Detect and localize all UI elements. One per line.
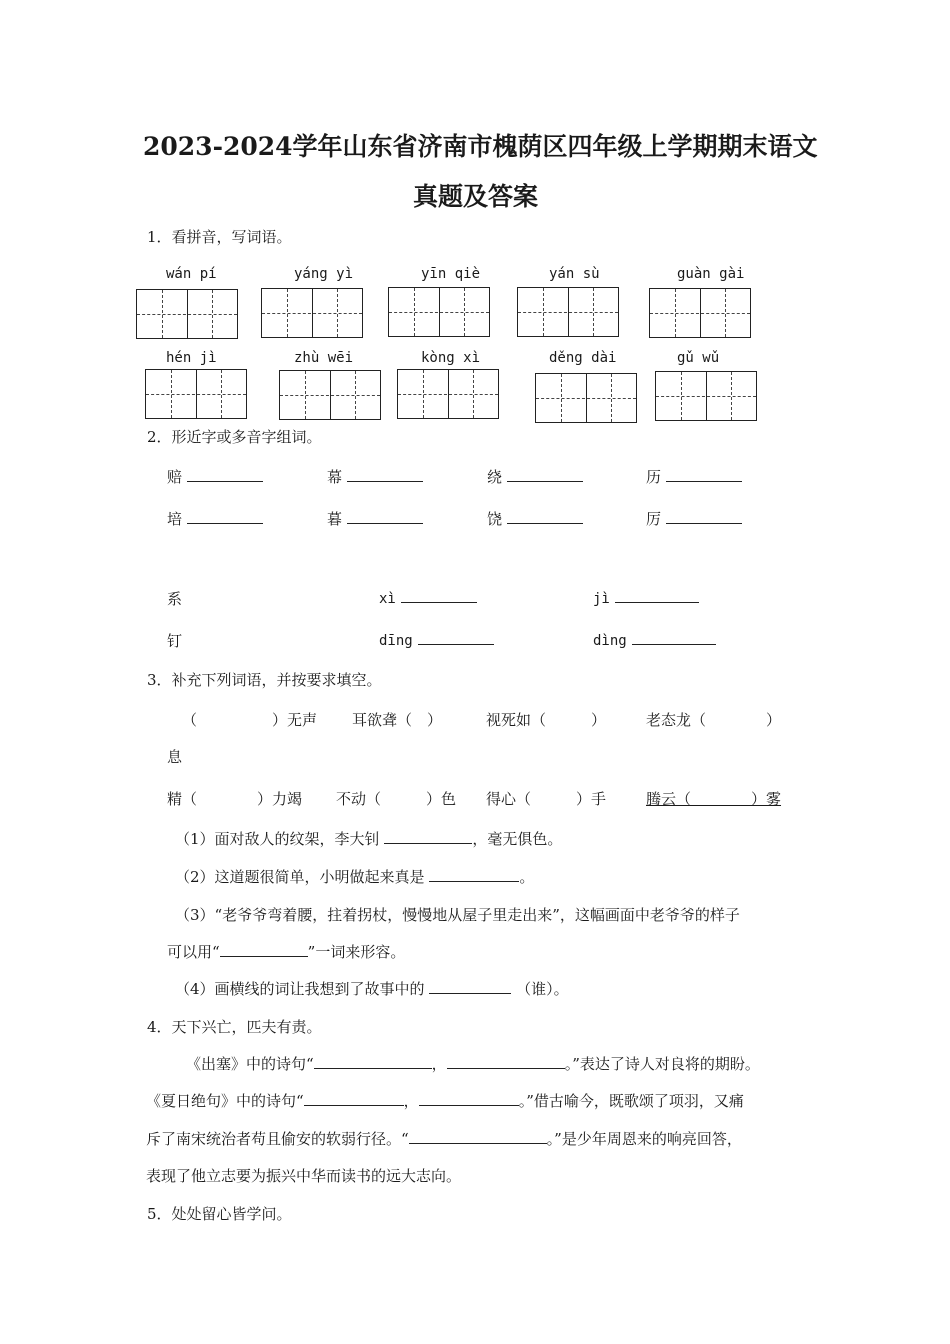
sentence-text: 斥了南宋统治者苟且偷安的软弱行径。“ xyxy=(146,1130,409,1148)
writing-grid[interactable] xyxy=(145,369,247,419)
sentence-text: （4）画横线的词让我想到了故事中的 xyxy=(175,980,425,998)
answer-blank[interactable] xyxy=(615,588,699,603)
sentence-text: 《出塞》中的诗句“ xyxy=(186,1055,314,1073)
poly-item xyxy=(379,588,477,607)
pinyin-label: zhù wēi xyxy=(294,350,354,366)
doc-title-line1: 2023-2024学年山东省济南市槐荫区四年级上学期期末语文 xyxy=(143,132,818,161)
idiom-item: 耳欲聋（ ） xyxy=(352,711,443,729)
poly-item xyxy=(593,588,699,607)
sentence-text: 。”表达了诗人对良将的期盼。 xyxy=(564,1055,760,1073)
q1-prompt: 1．看拼音，写词语。 xyxy=(147,228,292,246)
pinyin: dīng xyxy=(379,633,413,649)
writing-grid[interactable] xyxy=(397,369,499,419)
sentence-text: 。”借古喻今，既歌颂了项羽，又痛 xyxy=(518,1092,744,1110)
answer-blank[interactable] xyxy=(347,509,423,524)
char-item xyxy=(487,508,583,529)
q4-line-2 xyxy=(146,1090,744,1111)
writing-grid[interactable] xyxy=(136,289,238,339)
writing-grid[interactable] xyxy=(655,371,757,421)
pinyin-label: yáng yì xyxy=(294,266,354,282)
answer-blank[interactable] xyxy=(314,1054,432,1069)
idiom-item: （ ）无声 xyxy=(182,711,318,729)
sentence-1 xyxy=(175,828,562,849)
idiom-item: 视死如（ ） xyxy=(486,711,607,729)
answer-blank[interactable] xyxy=(187,509,263,524)
sentence-text: ， xyxy=(403,1092,419,1110)
char-item xyxy=(327,508,423,529)
answer-blank[interactable] xyxy=(447,1054,565,1069)
writing-grid[interactable] xyxy=(517,287,619,337)
answer-blank[interactable] xyxy=(429,979,511,994)
char: 绕 xyxy=(487,468,503,486)
sentence-2 xyxy=(175,866,534,887)
answer-blank[interactable] xyxy=(419,1091,519,1106)
answer-blank[interactable] xyxy=(220,942,308,957)
pinyin: jì xyxy=(593,591,610,607)
char-item xyxy=(646,508,742,529)
idiom-item: 精（ ）力竭 xyxy=(167,790,303,808)
char: 暮 xyxy=(327,510,343,528)
char-item xyxy=(327,466,423,487)
sentence-text: 可以用“ xyxy=(167,943,220,961)
pinyin-label: gǔ wǔ xyxy=(677,350,720,366)
char-item xyxy=(167,508,263,529)
pinyin-label: hén jì xyxy=(166,350,217,366)
char-item xyxy=(487,466,583,487)
answer-blank[interactable] xyxy=(429,867,519,882)
doc-title-line2: 真题及答案 xyxy=(413,182,539,211)
answer-blank[interactable] xyxy=(632,630,716,645)
sentence-text: ，毫无俱色。 xyxy=(472,830,563,848)
poly-item xyxy=(379,630,494,649)
pinyin-label: kòng xì xyxy=(421,350,481,366)
answer-blank[interactable] xyxy=(666,509,742,524)
answer-blank[interactable] xyxy=(418,630,494,645)
sentence-text: ”一词来形容。 xyxy=(307,943,406,961)
answer-blank[interactable] xyxy=(666,467,742,482)
sentence-text: ， xyxy=(431,1055,447,1073)
answer-blank[interactable] xyxy=(507,509,583,524)
sentence-text: 《夏日绝句》中的诗句“ xyxy=(146,1092,304,1110)
pinyin-label: guàn gài xyxy=(677,266,745,282)
idiom-item: 不动（ ）色 xyxy=(336,790,457,808)
answer-blank[interactable] xyxy=(347,467,423,482)
char: 厉 xyxy=(646,510,662,528)
q4-line-1 xyxy=(186,1053,760,1074)
char-item xyxy=(167,466,263,487)
pinyin-label: yán sù xyxy=(549,266,600,282)
idiom-item: 得心（ ）手 xyxy=(486,790,607,808)
answer-blank[interactable] xyxy=(187,467,263,482)
sentence-text: 。 xyxy=(519,868,535,886)
sentence-3-cont xyxy=(167,941,405,962)
poly-char: 系 xyxy=(167,590,183,608)
sentence-3: （3）“老爷爷弯着腰，拄着拐杖，慢慢地从屋子里走出来”，这幅画面中老爷爷的样子 xyxy=(175,906,740,924)
q3-prompt: 3．补充下列词语，并按要求填空。 xyxy=(147,671,382,689)
answer-blank[interactable] xyxy=(507,467,583,482)
sentence-text: （谁）。 xyxy=(516,980,569,998)
answer-blank[interactable] xyxy=(304,1091,404,1106)
q4-line-3 xyxy=(146,1128,742,1149)
sentence-text: 。”是少年周恩来的响亮回答， xyxy=(546,1130,742,1148)
q4-line-4: 表现了他立志要为振兴中华而读书的远大志向。 xyxy=(146,1167,462,1185)
q4-prompt: 4．天下兴亡，匹夫有责。 xyxy=(147,1018,322,1036)
char: 赔 xyxy=(167,468,183,486)
pinyin: dìng xyxy=(593,633,627,649)
pinyin-label: wán pí xyxy=(166,266,217,282)
q5-prompt: 5．处处留心皆学问。 xyxy=(147,1205,292,1223)
poly-item xyxy=(593,630,716,649)
pinyin-label: yīn qiè xyxy=(421,266,481,282)
char: 幕 xyxy=(327,468,343,486)
char-item xyxy=(646,466,742,487)
writing-grid[interactable] xyxy=(649,288,751,338)
writing-grid[interactable] xyxy=(279,370,381,420)
q2-prompt: 2．形近字或多音字组词。 xyxy=(147,428,322,446)
pinyin-label: děng dài xyxy=(549,350,617,366)
writing-grid[interactable] xyxy=(388,287,490,337)
char: 饶 xyxy=(487,510,503,528)
char: 培 xyxy=(167,510,183,528)
answer-blank[interactable] xyxy=(401,588,477,603)
writing-grid[interactable] xyxy=(261,288,363,338)
idiom-item: 老态龙（ ） xyxy=(646,711,782,729)
writing-grid[interactable] xyxy=(535,373,637,423)
idiom-item: 息 xyxy=(167,748,183,766)
sentence-text: （1）面对敌人的纹架，李大钊 xyxy=(175,830,380,848)
sentence-text: （2）这道题很简单，小明做起来真是 xyxy=(175,868,425,886)
poly-char: 钉 xyxy=(167,632,183,650)
answer-blank[interactable] xyxy=(384,829,472,844)
answer-blank[interactable] xyxy=(409,1129,547,1144)
char: 历 xyxy=(646,468,662,486)
sentence-4 xyxy=(175,978,569,999)
pinyin: xì xyxy=(379,591,396,607)
idiom-item-underlined: 腾云（ ）雾 xyxy=(646,790,782,808)
